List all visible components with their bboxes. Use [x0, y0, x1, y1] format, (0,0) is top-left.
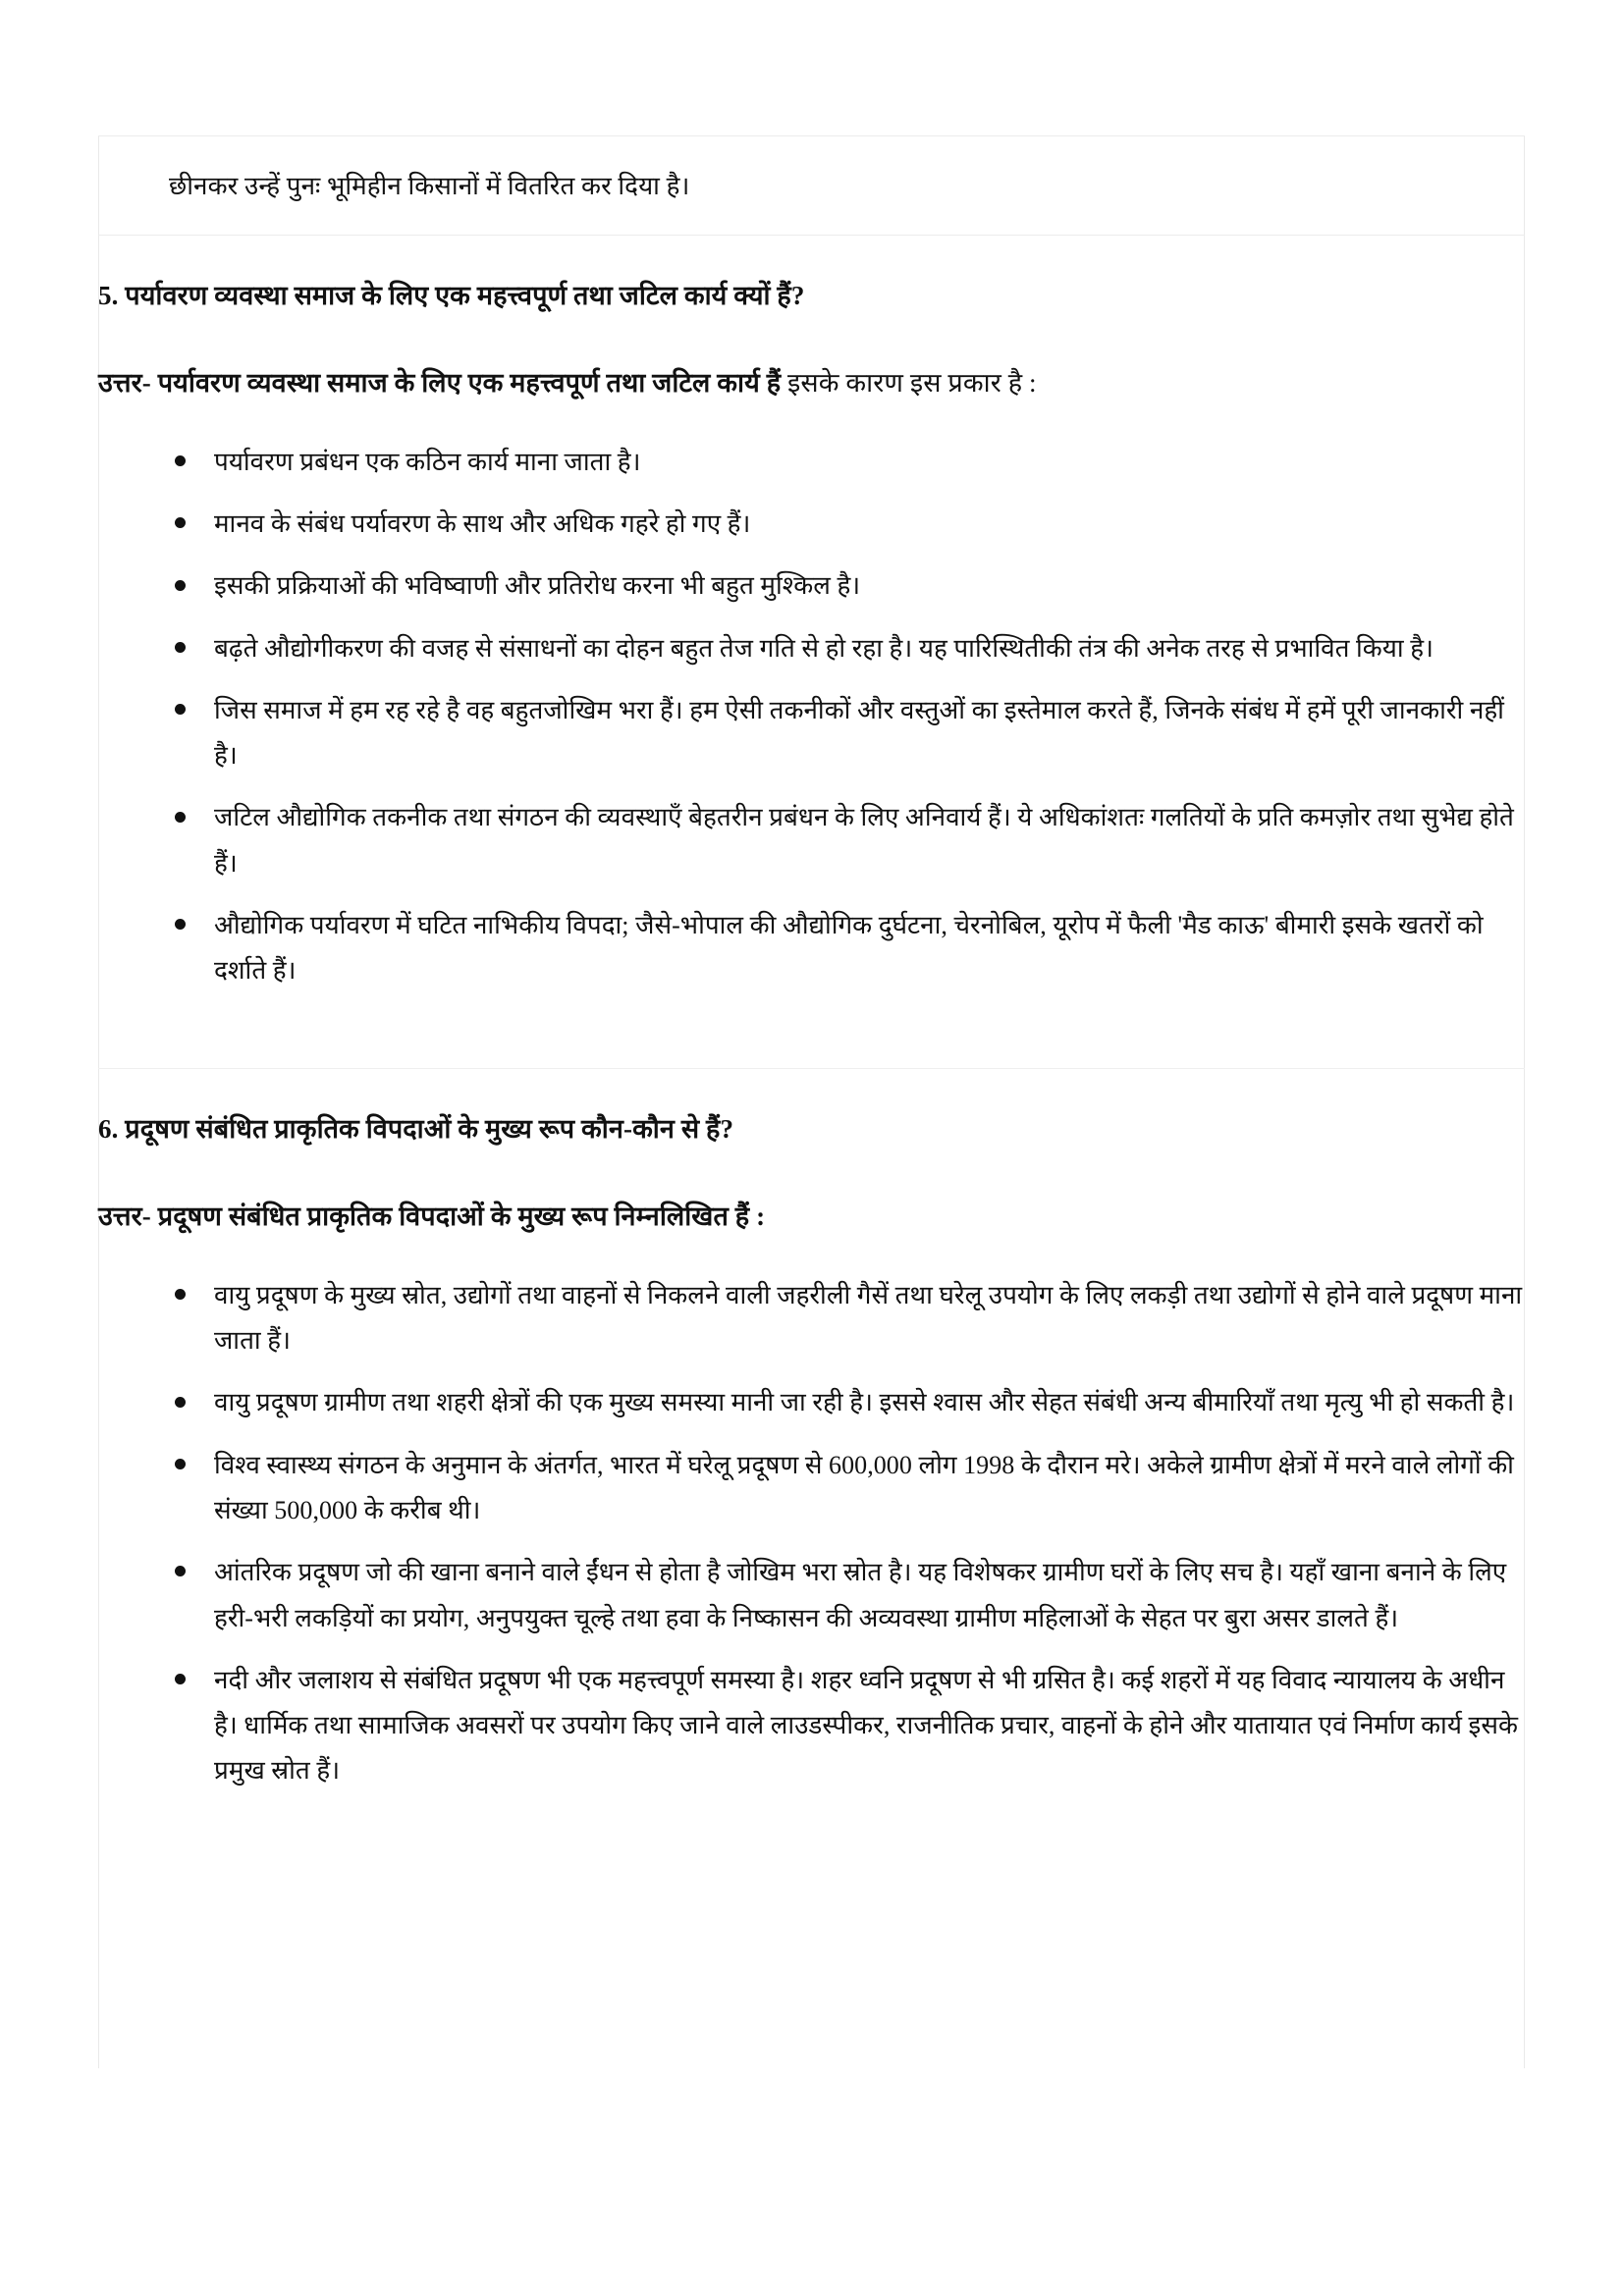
question-heading-6: 6. प्रदूषण संबंधित प्राकृतिक विपदाओं के मुख्य रूप कौन-कौन से हैं? — [98, 1113, 734, 1144]
list-item — [169, 1658, 1525, 1794]
bullet-icon — [175, 455, 186, 466]
point-text: मानव के संबंध पर्यावरण के साथ और अधिक गहरे हो गए हैं। — [214, 509, 751, 539]
list-item — [169, 1273, 1525, 1364]
qa-spacer — [98, 1011, 1525, 1068]
question-heading-5: 5. पर्यावरण व्यवस्था समाज के लिए एक महत्त्वपूर्ण तथा जटिल कार्य क्यों हैं? — [98, 280, 805, 310]
point-text: आंतरिक प्रदूषण जो की खाना बनाने वाले ईंधन से होता है जोखिम भरा स्रोत है। यह विशेषकर ग्रामीण घरों के लिए सच है। यहाँ खाना बनाने के लिए हरी-भरी लकड़ियों का प्रयोग, अनुपयुक्त चूल्हे तथा हवा के निष्कासन की अव्यवस्था ग्रामीण महिलाओं के सेहत पर बुरा असर डालते हैं। — [214, 1558, 1507, 1632]
answer-lead-6 — [98, 1196, 1525, 1238]
qa-block-5 — [98, 236, 1525, 994]
bullet-icon — [175, 1397, 186, 1408]
point-text: औद्योगिक पर्यावरण में घटित नाभिकीय विपदा; जैसे-भोपाल की औद्योगिक दुर्घटना, चेरनोबिल, यूरोप में फैली 'मैड काऊ' बीमारी इसके खतरों को दर्शाते हैं। — [214, 911, 1484, 986]
answer-lead-strong-6: प्रदूषण संबंधित प्राकृतिक विपदाओं के मुख्य रूप निम्नलिखित हैं : — [157, 1201, 766, 1231]
point-text: इसकी प्रक्रियाओं की भविष्वाणी और प्रतिरोध करना भी बहुत मुश्किल है। — [214, 571, 861, 601]
point-text: पर्यावरण प्रबंधन एक कठिन कार्य माना जाता है। — [214, 447, 641, 476]
answer-lead-rest-5: इसके कारण इस प्रकार है : — [781, 367, 1037, 398]
bullet-icon — [175, 580, 186, 591]
answer-points-6 — [98, 1273, 1525, 1794]
point-text: नदी और जलाशय से संबंधित प्रदूषण भी एक महत्त्वपूर्ण समस्या है। शहर ध्वनि प्रदूषण से भी ग्रसित है। कई शहरों में यह विवाद न्यायालय के अधीन है। धार्मिक तथा सामाजिक अवसरों पर उपयोग किए जाने वाले लाउडस्पीकर, राजनीतिक प्रचार, वाहनों के होने और यातायात एवं निर्माण कार्य इसके प्रमुख स्रोत हैं। — [214, 1665, 1518, 1786]
bullet-icon — [175, 642, 186, 653]
point-text: जिस समाज में हम रह रहे है वह बहुतजोखिम भरा हैं। हम ऐसी तकनीकों और वस्तुओं का इस्तेमाल करते हैं, जिनके संबंध में हमें पूरी जानकारी नहीं है। — [214, 695, 1504, 771]
answer-label-5: उत्तर- — [98, 367, 158, 398]
point-text: वायु प्रदूषण के मुख्य स्रोत, उद्योगों तथा वाहनों से निकलने वाली जहरीली गैसें तथा घरेलू उपयोग के लिए लकड़ी तथा उद्योगों से होने वाले प्रदूषण माना जाता हैं। — [214, 1280, 1523, 1356]
list-item — [169, 502, 1525, 547]
bullet-icon — [175, 812, 186, 823]
bullet-icon — [175, 517, 186, 528]
qa-block-6 — [98, 1069, 1525, 1794]
list-item — [169, 1443, 1525, 1534]
answer-label-6: उत्तर- — [98, 1201, 158, 1231]
list-item — [169, 795, 1525, 886]
answer-points-5 — [98, 440, 1525, 994]
list-item — [169, 1380, 1525, 1425]
point-text: बढ़ते औद्योगीकरण की वजह से संसाधनों का दोहन बहुत तेज गति से हो रहा है। यह पारिस्थितीकी तंत्र की अनेक तरह से प्रभावित किया है। — [214, 633, 1434, 663]
point-text: विश्व स्वास्थ्य संगठन के अनुमान के अंतर्गत, भारत में घरेलू प्रदूषण से 600,000 लोग 1998 के दौरान मरे। अकेले ग्रामीण क्षेत्रों में मरने वाले लोगों की संख्या 500,000 के करीब थी। — [214, 1450, 1514, 1524]
continued-paragraph: छीनकर उन्हें पुनः भूमिहीन किसानों में वितरित कर दिया है। — [169, 172, 690, 200]
bullet-icon — [175, 1289, 186, 1300]
point-text: जटिल औद्योगिक तकनीक तथा संगठन की व्यवस्थाएँ बेहतरीन प्रबंधन के लिए अनिवार्य हैं। ये अधिकांशतः गलतियों के प्रति कमज़ोर तथा सुभेद्य होते हैं। — [214, 803, 1514, 878]
list-item — [169, 440, 1525, 485]
point-text: वायु प्रदूषण ग्रामीण तथा शहरी क्षेत्रों की एक मुख्य समस्या मानी जा रही है। इससे श्वास और सेहत संबंधी अन्य बीमारियाँ तथा मृत्यु भी हो सकती है। — [214, 1388, 1515, 1417]
list-item — [169, 1550, 1525, 1641]
list-item — [169, 688, 1525, 779]
list-item — [169, 626, 1525, 671]
bullet-icon — [175, 1566, 186, 1576]
bullet-icon — [175, 704, 186, 715]
list-item — [169, 903, 1525, 994]
answer-lead-5 — [98, 362, 1525, 404]
bullet-icon — [175, 1674, 186, 1684]
bullet-icon — [175, 1459, 186, 1469]
list-item — [169, 563, 1525, 609]
answer-lead-strong-5: पर्यावरण व्यवस्था समाज के लिए एक महत्त्वपूर्ण तथा जटिल कार्य हैं — [157, 367, 782, 398]
page-content — [98, 135, 1525, 1811]
bullet-icon — [175, 919, 186, 930]
